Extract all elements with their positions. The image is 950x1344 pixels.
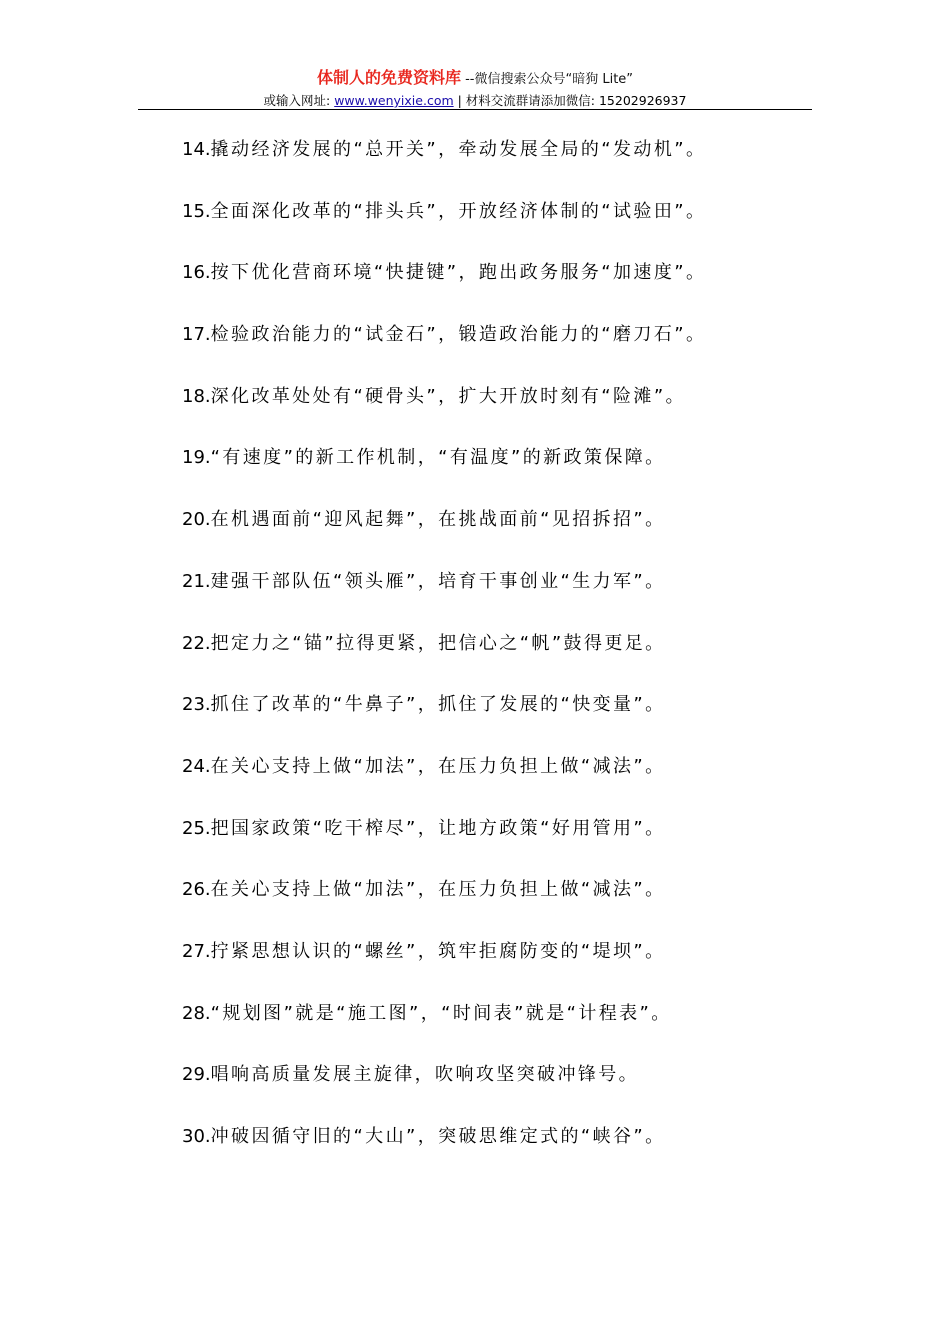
item-number: 14. [182, 139, 211, 160]
item-number: 15. [182, 200, 211, 222]
list-item [182, 998, 822, 1060]
contact-info: | 材料交流群请添加微信: 15202926937 [453, 93, 687, 108]
list-item [182, 628, 822, 690]
item-number: 28. [182, 1002, 211, 1024]
item-number: 27. [182, 940, 211, 962]
item-number: 23. [182, 694, 211, 716]
item-number: 19. [182, 447, 211, 469]
item-text: 按下优化营商环境“快捷键”，跑出政务服务“加速度”。 [210, 262, 707, 284]
list-item [182, 319, 822, 381]
item-text: 在关心支持上做“加法”，在压力负担上做“减法”。 [210, 755, 666, 777]
header-tagline: --微信搜索公众号“暗狗 Lite” [460, 72, 634, 87]
item-text: 冲破因循守旧的“大山”，突破思维定式的“峡谷”。 [210, 1126, 666, 1147]
header-divider [138, 109, 812, 110]
list-item [182, 196, 822, 258]
list-item [182, 813, 822, 875]
item-text: 抓住了改革的“牛鼻子”，抓住了发展的“快变量”。 [210, 694, 666, 716]
item-text: 把国家政策“吃干榨尽”，让地方政策“好用管用”。 [210, 817, 666, 839]
list-item [182, 1121, 822, 1183]
item-number: 25. [182, 817, 211, 839]
list-item [182, 566, 822, 628]
item-number: 30. [182, 1126, 211, 1147]
header-line-1 [0, 68, 950, 90]
item-text: “有速度”的新工作机制，“有温度”的新政策保障。 [210, 447, 666, 469]
url-prefix: 或输入网址: [263, 93, 335, 108]
item-text: 在关心支持上做“加法”，在压力负担上做“减法”。 [210, 879, 666, 901]
brand-title: 体制人的免费资料库 [316, 68, 461, 87]
item-number: 18. [182, 385, 211, 407]
list-item [182, 874, 822, 936]
phrase-list [182, 134, 822, 1183]
list-item [182, 1059, 822, 1121]
item-number: 22. [182, 632, 211, 654]
item-number: 24. [182, 755, 211, 777]
item-text: 深化改革处处有“硬骨头”，扩大开放时刻有“险滩”。 [210, 385, 686, 407]
item-text: 撬动经济发展的“总开关”，牵动发展全局的“发动机”。 [210, 139, 707, 160]
item-number: 16. [182, 262, 211, 284]
list-item [182, 134, 822, 196]
list-item [182, 504, 822, 566]
item-number: 17. [182, 324, 211, 346]
item-number: 26. [182, 879, 211, 901]
item-number: 20. [182, 509, 211, 531]
list-item [182, 381, 822, 443]
header-line-2 [0, 92, 950, 110]
item-text: 建强干部队伍“领头雁”，培育干事创业“生力军”。 [210, 570, 666, 592]
list-item [182, 442, 822, 504]
item-text: “规划图”就是“施工图”，“时间表”就是“计程表”。 [210, 1002, 672, 1024]
list-item [182, 751, 822, 813]
item-text: 检验政治能力的“试金石”，锻造政治能力的“磨刀石”。 [210, 324, 707, 346]
item-number: 29. [182, 1064, 211, 1086]
item-text: 把定力之“锚”拉得更紧，把信心之“帆”鼓得更足。 [210, 632, 666, 654]
list-item [182, 689, 822, 751]
item-number: 21. [182, 570, 211, 592]
document-header [0, 68, 950, 110]
list-item [182, 257, 822, 319]
website-link[interactable]: www.wenyixie.com [334, 93, 454, 108]
item-text: 全面深化改革的“排头兵”，开放经济体制的“试验田”。 [210, 200, 707, 222]
item-text: 拧紧思想认识的“螺丝”，筑牢拒腐防变的“堤坝”。 [210, 940, 666, 962]
item-text: 在机遇面前“迎风起舞”，在挑战面前“见招拆招”。 [210, 509, 666, 531]
list-item [182, 936, 822, 998]
item-text: 唱响高质量发展主旋律，吹响攻坚突破冲锋号。 [210, 1064, 640, 1086]
